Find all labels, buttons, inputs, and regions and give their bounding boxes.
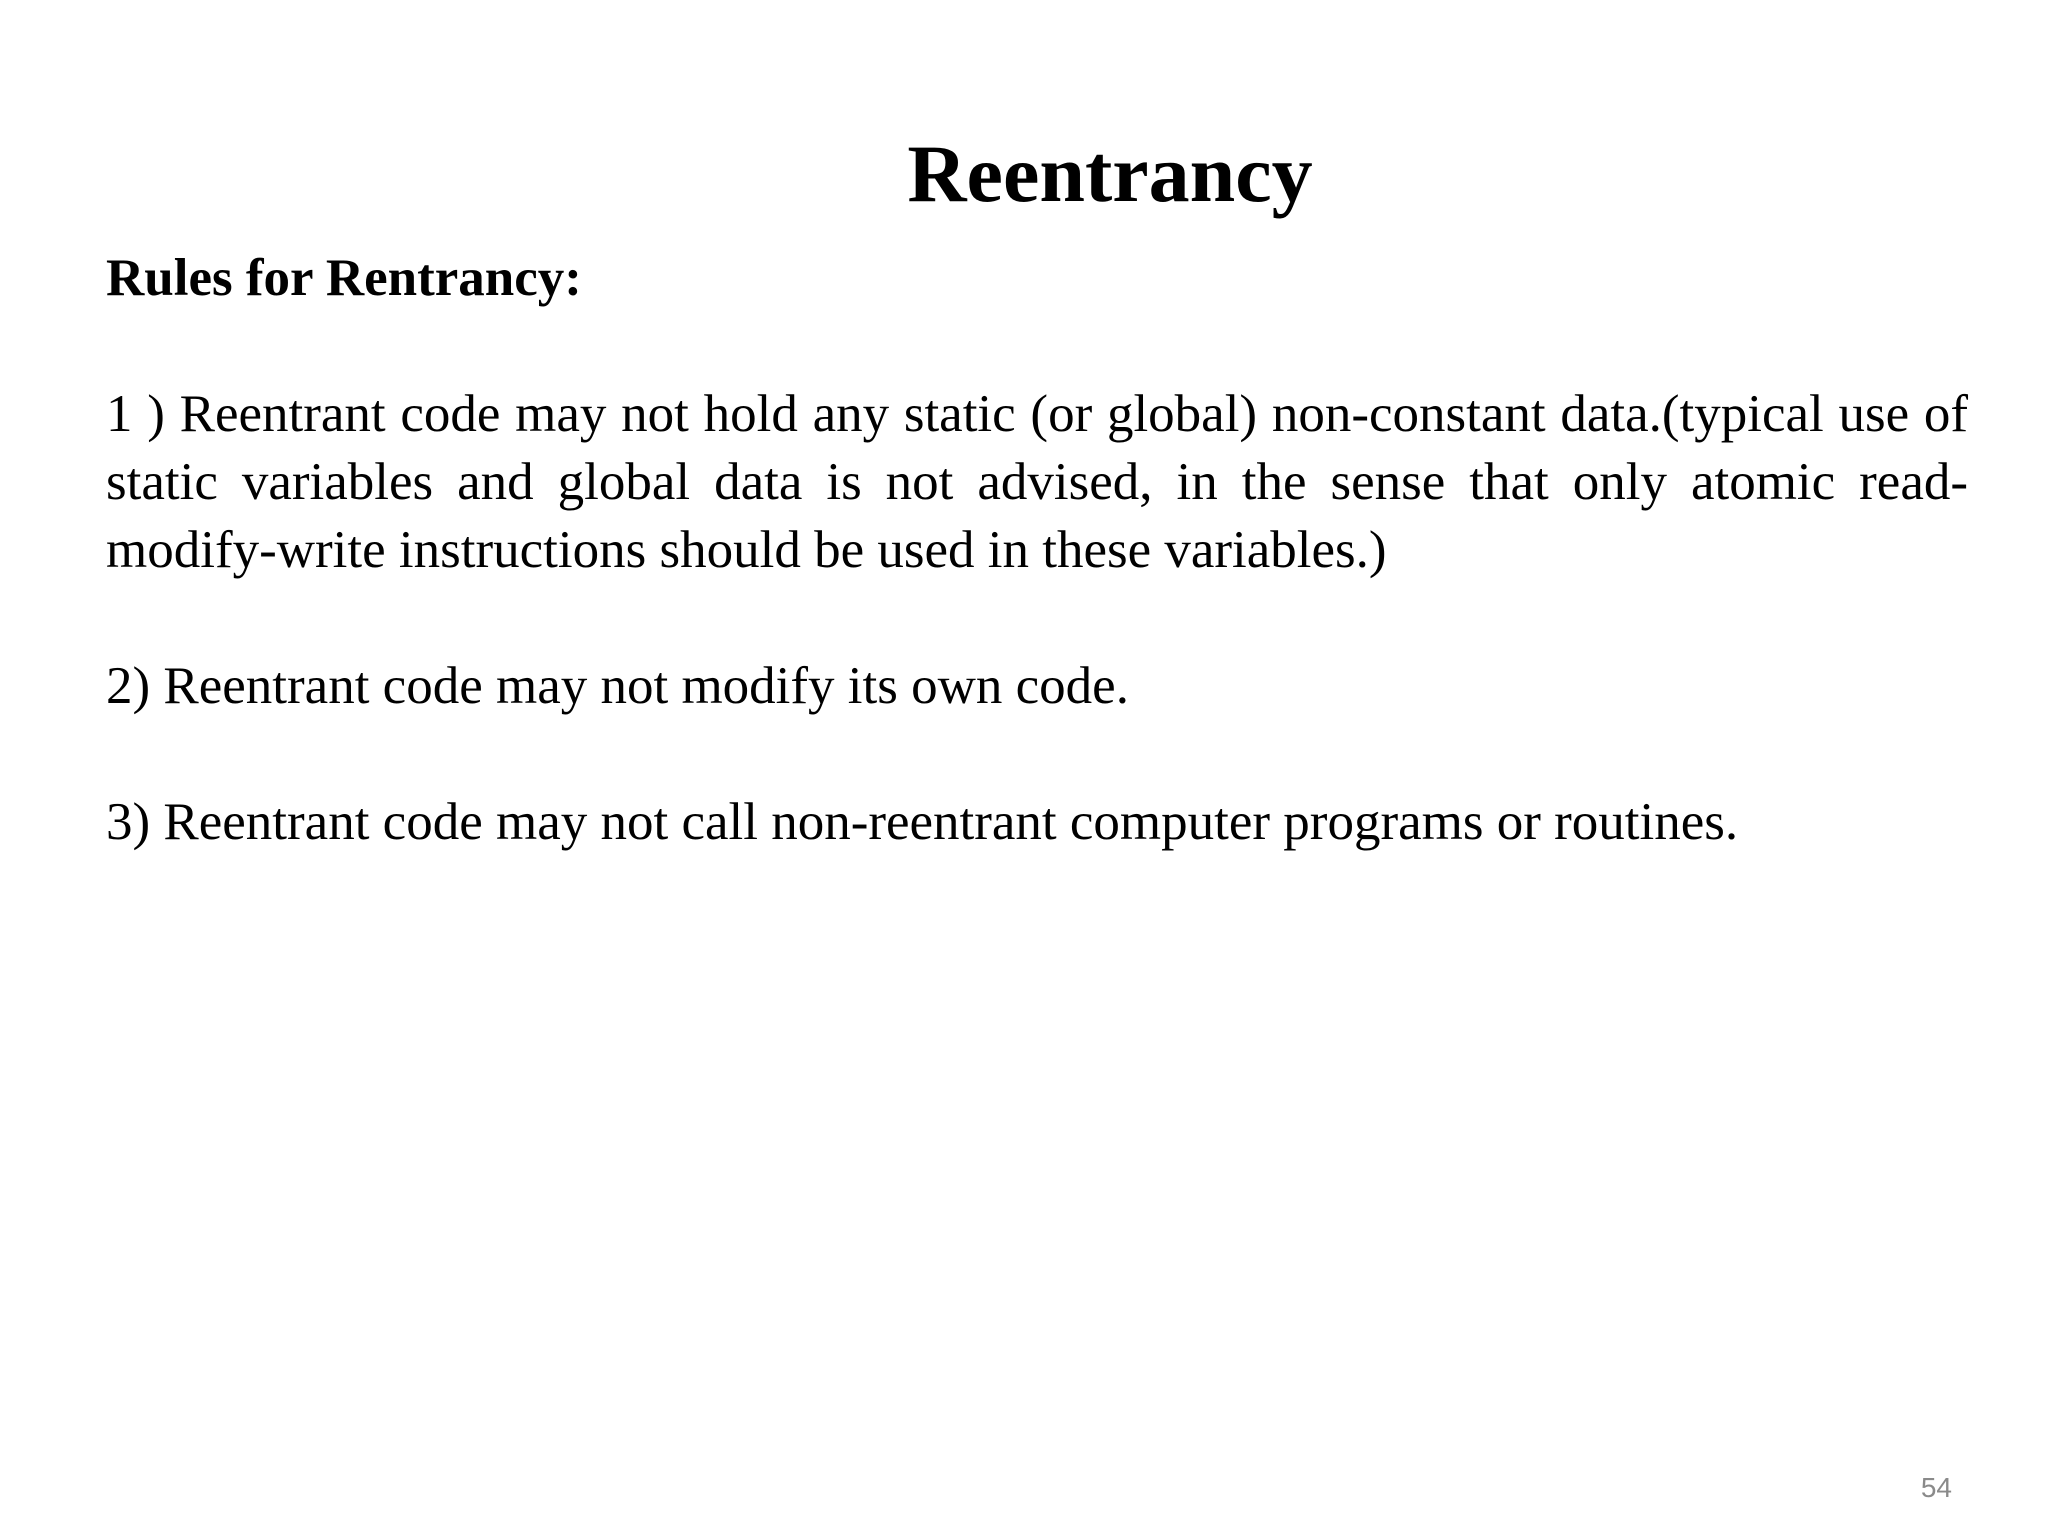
rule-1: 1 ) Reentrant code may not hold any static (or global) non-constant data.(typical use of static variables and global data is not advised, in the sense that only atomic read-modify-write instructions should be used in these variables.): [106, 385, 1968, 579]
slide-content: [106, 244, 1968, 856]
page-number: 54: [1920, 1472, 1952, 1503]
slide-title: Reentrancy: [907, 128, 1313, 219]
rules-subheading: Rules for Rentrancy:: [106, 249, 582, 307]
rule-2: 2) Reentrant code may not modify its own code.: [106, 657, 1129, 715]
rule-3: 3) Reentrant code may not call non-reentrant computer programs or routines.: [106, 793, 1739, 851]
